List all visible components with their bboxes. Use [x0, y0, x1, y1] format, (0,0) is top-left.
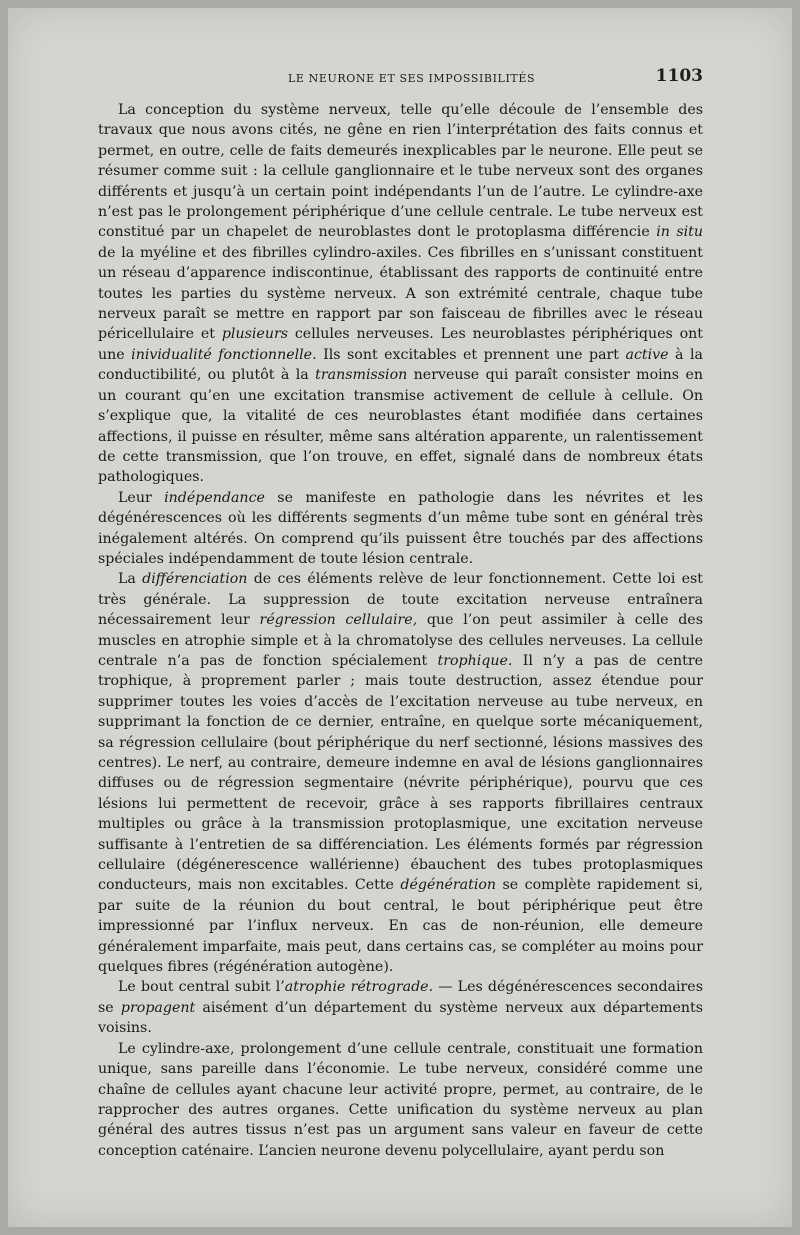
- text-run: Leur: [118, 489, 165, 506]
- paragraph-1: [98, 100, 703, 488]
- paragraph-3: [98, 569, 703, 977]
- text-run: de ces éléments relève de leur fonctionnement. Cette loi est très générale. La suppression de toute excitation nerveuse entraînera nécessairement leur: [98, 571, 704, 629]
- page-number: 1103: [655, 66, 703, 86]
- text-run: La conception du système nerveux, telle qu’elle découle de l’ensemble des travaux que nous avons cités, ne gêne en rien l’interprétation des faits connus et permet, en outre, celle de faits demeurés inexplicables par le neurone. Elle peut se résumer comme suit : la cellule ganglionnaire et le tube nerveux sont des organes différents et jusqu’à un certain point indépendants l’un de l’autre. Le cylindre-axe n’est pas le prolongement périphérique d’une cellule centrale. Le tube nerveux est constitué par un chapelet de neuroblastes dont le protoplasma différencie: [98, 102, 703, 241]
- text-run: — Les dégénérescences secondaires se: [98, 979, 703, 1016]
- italic-run: dégénération: [400, 877, 497, 894]
- italic-run: régression cellulaire,: [259, 612, 418, 629]
- paragraph-2: [98, 488, 703, 570]
- text-run: Il n’y a pas de centre trophique, à proprement parler ; mais toute destruction, assez étendue pour supprimer toutes les voies d’accès de l’excitation nerveuse au tube nerveux, en supprimant la fonction de ce dernier, entraîne, en quelque sorte mécaniquement, sa régression cellulaire (bout périphérique du nerf sectionné, lésions massives des centres). Le nerf, au contraire, demeure indemne en aval de lésions ganglionnaires diffuses ou de régression segmentaire (névrite périphérique), pourvu que ces lésions lui permettent de recevoir, grâce à ses rapports fibrillaires centraux multiples ou grâce à la transmission protoplasmique, une excitation nerveuse suffisante à l’entretien de sa différenciation. Les éléments formés par régression cellulaire (dégénerescence wallérienne) ébauchent des tubes protoplasmiques conducteurs, mais non excitables. Cette: [98, 652, 703, 894]
- italic-run: atrophie rétrograde.: [284, 979, 434, 996]
- italic-run: plusieurs: [221, 326, 289, 343]
- text-run: se complète rapidement si, par suite de la réunion du bout central, le bout périphérique peut être impressionné par l’influx nerveux. En cas de non-réunion, elle demeure généralement imparfaite, mais peut, dans certains cas, se compléter au moins pour quelques fibres (régénération autogène).: [98, 877, 704, 976]
- italic-run: différenciation: [142, 571, 248, 588]
- text-run: La: [118, 571, 143, 588]
- italic-run: inividualité fonctionnelle.: [131, 346, 317, 363]
- paragraph-5: [98, 1039, 703, 1161]
- text-run: Le cylindre-axe, prolongement d’une cellule centrale, constituait une formation unique, sans pareille dans l’économie. Le tube nerveux, considéré comme une chaîne de cellules ayant chacune leur activité propre, permet, au contraire, de le rapprocher des autres organes. Cette unification du système nerveux au plan général des autres tissus n’est pas un argument sans valeur en faveur de cette conception caténaire. L’ancien neurone devenu polycellulaire, ayant perdu son: [98, 1040, 703, 1159]
- text-run: à la conductibilité, ou plutôt à la: [98, 346, 703, 384]
- italic-run: indépendance: [164, 489, 265, 506]
- italic-run: propagent: [120, 999, 196, 1016]
- body-text: [98, 100, 703, 1161]
- book-page: [8, 8, 792, 1227]
- text-run: se manifeste en pathologie dans les névrites et les dégénérescences où les différents segments d’un même tube sont en général très inégalement altérés. On comprend qu’ils puissent être touchés par des affections spéciales indépendamment de toute lésion centrale.: [98, 489, 703, 567]
- text-run: que l’on peut assimiler à celle des muscles en atrophie simple et à la chromatolyse des cellules nerveuses. La cellule centrale n’a pas de fonction spécialement: [98, 612, 703, 669]
- running-title: LE NEURONE ET SES IMPOSSIBILITÉS: [288, 72, 536, 85]
- italic-run: transmission: [315, 367, 408, 384]
- italic-run: in situ: [656, 224, 704, 241]
- text-run: nerveuse qui paraît consister moins en un courant qu’en une excitation transmise activement de cellule à cellule. On s’explique que, la vitalité de ces neuroblastes étant modifiée dans certaines affections, il puisse en résulter, même sans altération apparente, un ralentissement de cette transmission, que l’on trouve, en effet, signalé dans de nombreux états pathologiques.: [98, 367, 704, 486]
- text-run: Ils sont excitables et prennent une part: [316, 346, 626, 363]
- page-header: [98, 66, 703, 90]
- text-run: de la myéline et des fibrilles cylindro-axiles. Ces fibrilles en s’unissant constituent un réseau d’apparence indiscontinue, établissant des rapports de continuité entre toutes les parties du système nerveux. A son extrémité centrale, chaque tube nerveux paraît se mettre en rapport par son faisceau de fibrilles avec le réseau péricellulaire et: [98, 244, 703, 343]
- paragraph-4: [98, 977, 703, 1038]
- text-run: Le bout central subit l’: [118, 979, 285, 996]
- text-run: cellules nerveuses. Les neuroblastes périphériques ont une: [98, 326, 703, 363]
- italic-run: trophique.: [437, 652, 513, 669]
- text-run: aisément d’un département du système nerveux aux départements voisins.: [98, 999, 703, 1037]
- italic-run: active: [625, 346, 669, 363]
